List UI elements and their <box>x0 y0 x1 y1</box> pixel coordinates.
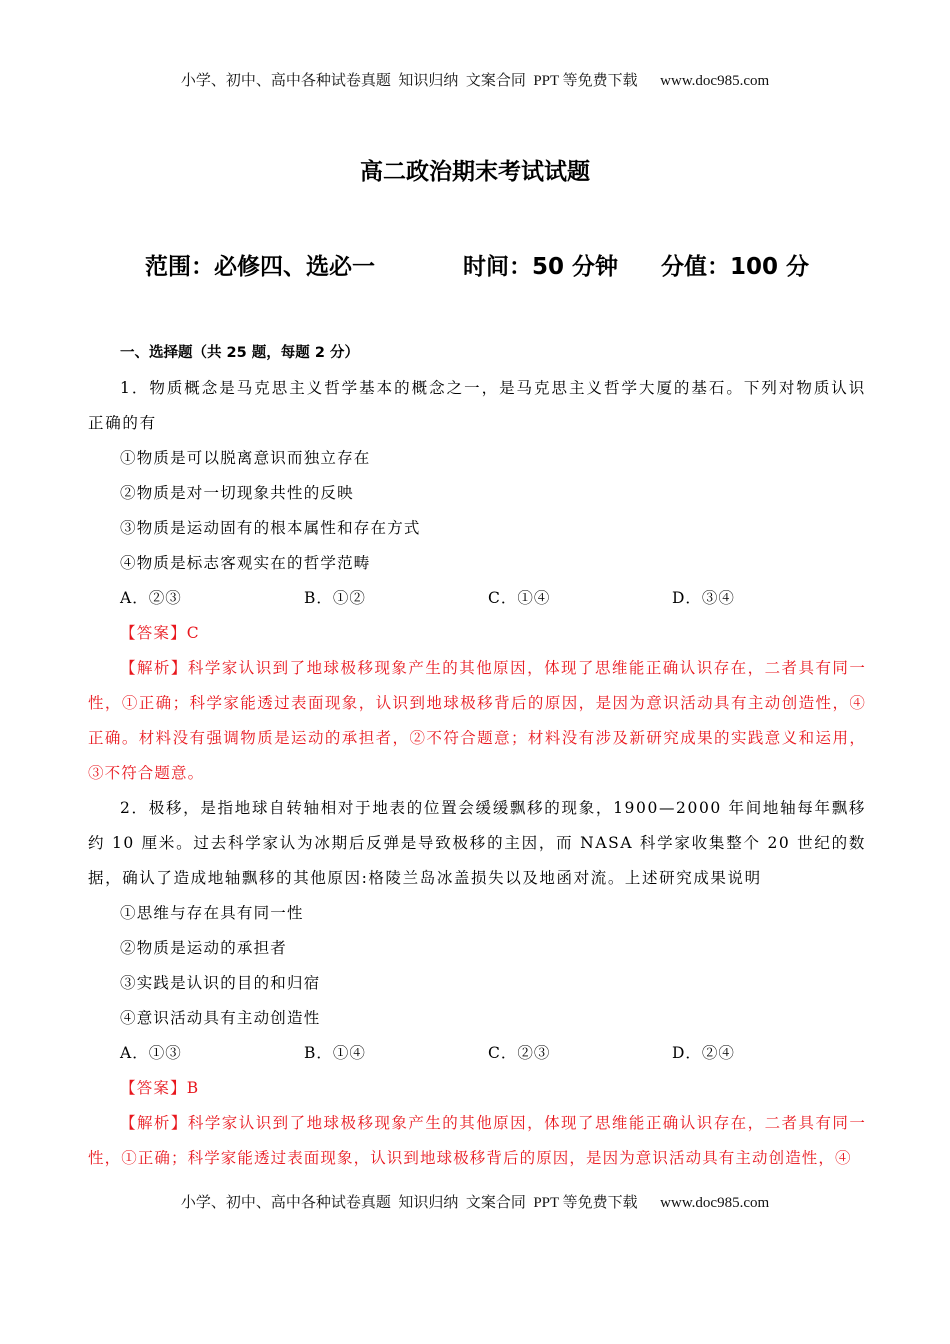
option-b: B．①② <box>304 589 366 607</box>
question-1 <box>88 371 866 791</box>
exam-score: 分值：100 分 <box>661 254 810 280</box>
option-b: B．①④ <box>304 1044 366 1062</box>
option-a: A．①③ <box>120 1044 182 1062</box>
exam-time: 时间：50 分钟 <box>463 254 619 280</box>
exam-info <box>145 248 845 281</box>
page-footer: 小学、初中、高中各种试卷真题 知识归纳 文案合同 PPT 等免费下载 www.doc985.com <box>180 1195 770 1211</box>
answer-label: 【答案】B <box>120 1079 200 1097</box>
exam-content <box>88 336 866 1176</box>
statement-item: ①思维与存在具有同一性 <box>120 904 304 922</box>
answer-options <box>88 1036 866 1071</box>
statement-item: ②物质是对一切现象共性的反映 <box>120 484 354 502</box>
statement-item: ④物质是标志客观实在的哲学范畴 <box>120 554 371 572</box>
page-header: 小学、初中、高中各种试卷真题 知识归纳 文案合同 PPT 等免费下载 www.doc985.com <box>180 73 770 89</box>
option-d: D．③④ <box>672 589 735 607</box>
question-stem: 1．物质概念是马克思主义哲学基本的概念之一，是马克思主义哲学大厦的基石。下列对物质认识正确的有 <box>88 379 866 432</box>
statement-item: ④意识活动具有主动创造性 <box>120 1009 321 1027</box>
statement-item: ①物质是可以脱离意识而独立存在 <box>120 449 371 467</box>
analysis-text: 【解析】科学家认识到了地球极移现象产生的其他原因，体现了思维能正确认识存在，二者具有同一性，①正确；科学家能透过表面现象，认识到地球极移背后的原因，是因为意识活动具有主动创造性，④正确。材料没有强调物质是运动的承担者，②不符合题意；材料没有涉及新研究成果的实践意义和运用，③不符合题意。 <box>88 659 866 782</box>
section-heading: 一、选择题（共 25 题，每题 2 分） <box>120 345 359 361</box>
question-stem: 2．极移，是指地球自转轴相对于地表的位置会缓缓飘移的现象，1900—2000 年间地轴每年飘移约 10 厘米。过去科学家认为冰期后反弹是导致极移的主因，而 NASA 科学家收集整个 20 世纪的数据，确认了造成地轴飘移的其他原因:格陵兰岛冰盖损失以及地函对流。上述研究成果说明 <box>88 799 866 887</box>
option-a: A．②③ <box>120 589 182 607</box>
answer-options <box>88 581 866 616</box>
analysis-text: 【解析】科学家认识到了地球极移现象产生的其他原因，体现了思维能正确认识存在，二者具有同一性，①正确；科学家能透过表面现象，认识到地球极移背后的原因，是因为意识活动具有主动创造性，④ <box>88 1114 866 1167</box>
statement-item: ②物质是运动的承担者 <box>120 939 288 957</box>
answer-label: 【答案】C <box>120 624 200 642</box>
exam-scope: 范围：必修四、选必一 <box>145 254 375 280</box>
statement-item: ③物质是运动固有的根本属性和存在方式 <box>120 519 421 537</box>
page-title: 高二政治期末考试试题 <box>360 159 590 185</box>
option-d: D．②④ <box>672 1044 735 1062</box>
statement-item: ③实践是认识的目的和归宿 <box>120 974 321 992</box>
option-c: C．②③ <box>488 1044 551 1062</box>
question-2 <box>88 791 866 1176</box>
option-c: C．①④ <box>488 589 551 607</box>
